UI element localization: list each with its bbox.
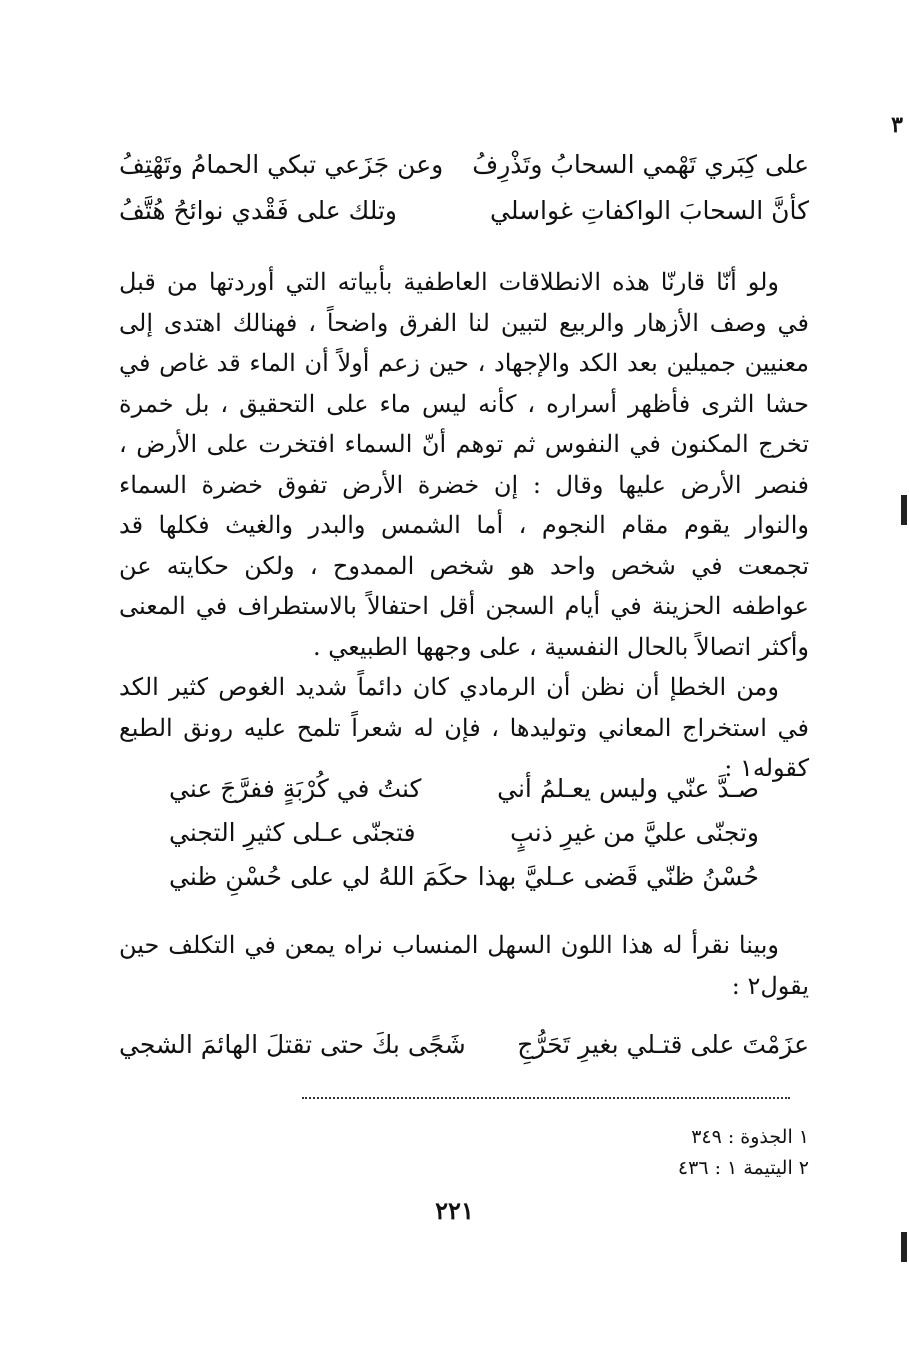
hemistich-second: وتلك على فَقْدي نوائحُ هُتَّفُ [119, 196, 398, 225]
verse-group-middle [169, 774, 759, 906]
hemistich-first: وتجنّى عليَّ من غيرِ ذنبٍ [510, 818, 759, 847]
paragraph: وبينا نقرأ له هذا اللون السهل المنساب نراه يمعن في التكلف حين يقول٢ : [119, 931, 809, 1000]
verse-line [119, 150, 809, 196]
hemistich-second: شَجًى بكَ حتى تقتلَ الهائمَ الشجي [119, 1030, 466, 1059]
verse-line [169, 818, 759, 862]
margin-mark: ٣ [891, 112, 903, 138]
verse-line [169, 862, 759, 906]
hemistich-first: على كِبَري تَهْمي السحابُ وتَذْرِفُ [472, 150, 809, 179]
footnote: ١ الجذوة : ٣٤٩ [691, 1126, 809, 1148]
page-number: ٢٢١ [435, 1196, 474, 1225]
footnotes [409, 1122, 809, 1184]
footnote-separator [302, 1097, 790, 1099]
scan-edge-mark [901, 495, 907, 525]
verse-line [169, 774, 759, 818]
hemistich-second: فتجنّى عـلى كثيرِ التجني [169, 818, 416, 847]
verse-group-top [119, 150, 809, 242]
verse-line [119, 1030, 809, 1076]
hemistich-first: عزَمْتَ على قتـلي بغيرِ تَحَرُّجِ [517, 1030, 809, 1059]
hemistich-first: حُسْنُ ظنّي قَضى عـليَّ بهذا [477, 862, 759, 891]
body-text [119, 262, 809, 789]
verse-group-bottom [119, 1030, 809, 1076]
scan-edge-mark [901, 1232, 907, 1262]
footnote: ٢ اليتيمة ١ : ٤٣٦ [677, 1157, 809, 1179]
hemistich-first: صـدَّ عنّي وليس يعـلمُ أني [497, 774, 759, 803]
verse-line [119, 196, 809, 242]
hemistich-second: وعن جَزَعي تبكي الحمامُ وتَهْتِفُ [119, 150, 444, 179]
body-text-2 [119, 925, 809, 1006]
hemistich-second: كنتُ في كُرْبَةٍ ففرَّجَ عني [169, 774, 422, 803]
hemistich-first: كأنَّ السحابَ الواكفاتِ غواسلي [490, 196, 809, 225]
paragraph: ولو أنّا قارنّا هذه الانطلاقات العاطفية بأبياته التي أوردتها من قبل في وصف الأزهار والربيع لتبين لنا الفرق واضحاً ، فهنالك اهتدى إلى معنيين جميلين بعد الكد والإجهاد ، حين زعم أولاً أن الماء قد غاص في حشا الثرى فأظهر أسراره ، كأنه ليس ماء على التحقيق ، بل خمرة تخرج المكنون في النفوس ثم توهم أنّ السماء افتخرت على الأرض ، فنصر الأرض عليها وقال : إن خضرة الأرض تفوق خضرة السماء والنوار يقوم مقام النجوم ، أما الشمس والبدر والغيث فكلها قد تجمعت في شخص واحد هو شخص الممدوح ، ولكن حكايته عن عواطفه الحزينة في أيام السجن أقل احتفالاً بالاستطراف في المعنى وأكثر اتصالاً بالحال النفسية ، على وجهها الطبيعي . [119, 268, 810, 661]
hemistich-second: حكَمَ اللهُ لي على حُسْنِ ظني [169, 862, 469, 891]
paragraph: ومن الخطإ أن نظن أن الرمادي كان دائماً شديد الغوص كثير الكد في استخراج المعاني وتوليدها ، فإن له شعراً تلمح عليه رونق الطبع كقوله١ : [119, 673, 809, 782]
